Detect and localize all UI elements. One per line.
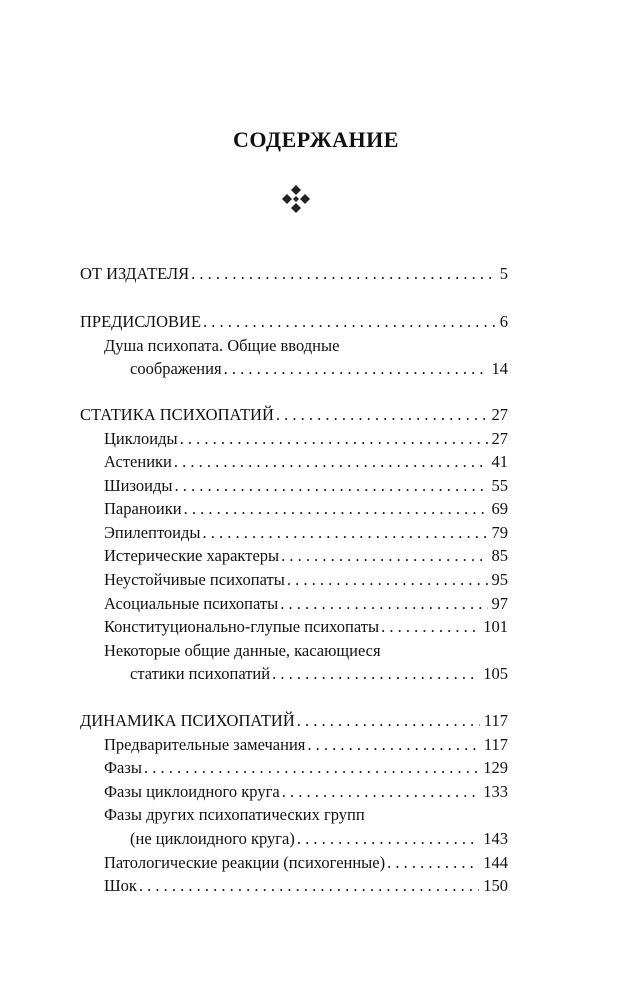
toc-entry-label: ДИНАМИКА ПСИХОПАТИЙ xyxy=(80,711,295,730)
toc-entry-label: Предварительные замечания xyxy=(104,735,306,754)
toc-entry-page: 143 xyxy=(483,829,508,848)
toc-entry-label: ОТ ИЗДАТЕЛЯ xyxy=(80,264,190,283)
toc-entry-cycloid-phases[interactable] xyxy=(104,782,508,802)
toc-entry-label-line1: Фазы других психопатических групп xyxy=(104,805,365,824)
toc-entry-label: Асоциальные психопаты xyxy=(104,594,279,613)
leader-dots xyxy=(281,546,487,566)
toc-entry-preliminary[interactable] xyxy=(104,735,508,755)
toc-entry-page: 6 xyxy=(499,312,508,331)
toc-entry-label: Параноики xyxy=(104,499,182,518)
toc-entry-label: Конституционально-глупые психопаты xyxy=(104,617,380,636)
toc-entry-asthenics[interactable] xyxy=(104,452,508,472)
toc-entry-page: 101 xyxy=(483,617,508,636)
leader-dots xyxy=(180,429,488,449)
toc-entry-page: 69 xyxy=(491,499,508,518)
toc-entry-label: соображения xyxy=(130,359,222,378)
toc-entry-page: 27 xyxy=(491,405,508,424)
toc-entry-label: Фазы циклоидного круга xyxy=(104,782,280,801)
leader-dots xyxy=(184,499,488,519)
leader-dots xyxy=(280,594,487,614)
toc-entry-page: 150 xyxy=(483,876,508,895)
leader-dots xyxy=(224,359,488,379)
toc-entry-page: 5 xyxy=(499,264,508,283)
leader-dots xyxy=(144,758,479,778)
toc-entry-page: 117 xyxy=(483,735,508,754)
toc-entry-page: 144 xyxy=(483,853,508,872)
toc-entry-page: 133 xyxy=(483,782,508,801)
toc-entry-label: Неустойчивые психопаты xyxy=(104,570,285,589)
toc-entry-label: Фазы xyxy=(104,758,142,777)
toc-entry-hysterical[interactable] xyxy=(104,546,508,566)
toc-entry-page: 85 xyxy=(491,546,508,565)
toc-entry-label: СТАТИКА ПСИХОПАТИЙ xyxy=(80,405,274,424)
toc-entry-asocial[interactable] xyxy=(104,594,508,614)
toc-entry-label: (не циклоидного круга) xyxy=(130,829,295,848)
leader-dots xyxy=(297,829,479,849)
leader-dots xyxy=(203,312,496,332)
leader-dots xyxy=(191,264,496,284)
toc-entry-label: Циклоиды xyxy=(104,429,178,448)
toc-entry-phases[interactable] xyxy=(104,758,508,778)
toc-entry-label: Патологические реакции (психогенные) xyxy=(104,853,386,872)
toc-entry-label: статики психопатий xyxy=(130,664,271,683)
toc-entry-label: Истерические характеры xyxy=(104,546,280,565)
leader-dots xyxy=(174,476,487,496)
toc-entry-from-publisher[interactable] xyxy=(80,264,508,284)
diamond-cluster-icon xyxy=(280,183,312,215)
leader-dots xyxy=(387,853,479,873)
leader-dots xyxy=(272,664,479,684)
toc-entry-label: Эпилептоиды xyxy=(104,523,201,542)
page-title: СОДЕРЖАНИЕ xyxy=(233,127,399,152)
leader-dots xyxy=(203,523,488,543)
toc-entry-label: Шизоиды xyxy=(104,476,173,495)
leader-dots xyxy=(297,711,480,731)
toc-entry-dynamics[interactable] xyxy=(80,711,508,731)
toc-entry-paranoiacs[interactable] xyxy=(104,499,508,519)
leader-dots xyxy=(381,617,479,637)
toc-entry-page: 95 xyxy=(491,570,508,589)
toc-entry-epileptoids[interactable] xyxy=(104,523,508,543)
leader-dots xyxy=(287,570,488,590)
toc-entry-page: 97 xyxy=(491,594,508,613)
toc-entry-label: Шок xyxy=(104,876,137,895)
leader-dots xyxy=(282,782,480,802)
toc-entry-cycloids[interactable] xyxy=(104,429,508,449)
toc-entry-page: 55 xyxy=(491,476,508,495)
toc-entry-psychopath-soul[interactable] xyxy=(130,359,508,379)
toc-entry-pathological-reactions[interactable] xyxy=(104,853,508,873)
toc-entry-label-line1: Некоторые общие данные, касающиеся xyxy=(104,641,381,660)
leader-dots xyxy=(307,735,479,755)
toc-entry-shock[interactable] xyxy=(104,876,508,896)
leader-dots xyxy=(139,876,479,896)
toc-entry-preface[interactable] xyxy=(80,312,508,332)
toc-entry-statics[interactable] xyxy=(80,405,508,425)
toc-entry-page: 41 xyxy=(491,452,508,471)
leader-dots xyxy=(276,405,488,425)
toc-entry-page: 117 xyxy=(483,711,508,730)
toc-entry-general-data[interactable] xyxy=(130,664,508,684)
toc-entry-label-line1: Душа психопата. Общие вводные xyxy=(104,336,340,355)
toc-entry-label: ПРЕДИСЛОВИЕ xyxy=(80,312,202,331)
toc-entry-page: 105 xyxy=(483,664,508,683)
toc-entry-page: 27 xyxy=(491,429,508,448)
toc-entry-unstable[interactable] xyxy=(104,570,508,590)
toc-entry-label: Астеники xyxy=(104,452,172,471)
toc-entry-page: 14 xyxy=(491,359,508,378)
toc-entry-page: 129 xyxy=(483,758,508,777)
toc-entry-schizoids[interactable] xyxy=(104,476,508,496)
toc-entry-page: 79 xyxy=(491,523,508,542)
leader-dots xyxy=(174,452,488,472)
toc-entry-constitutional[interactable] xyxy=(104,617,508,637)
toc-entry-other-phases[interactable] xyxy=(130,829,508,849)
